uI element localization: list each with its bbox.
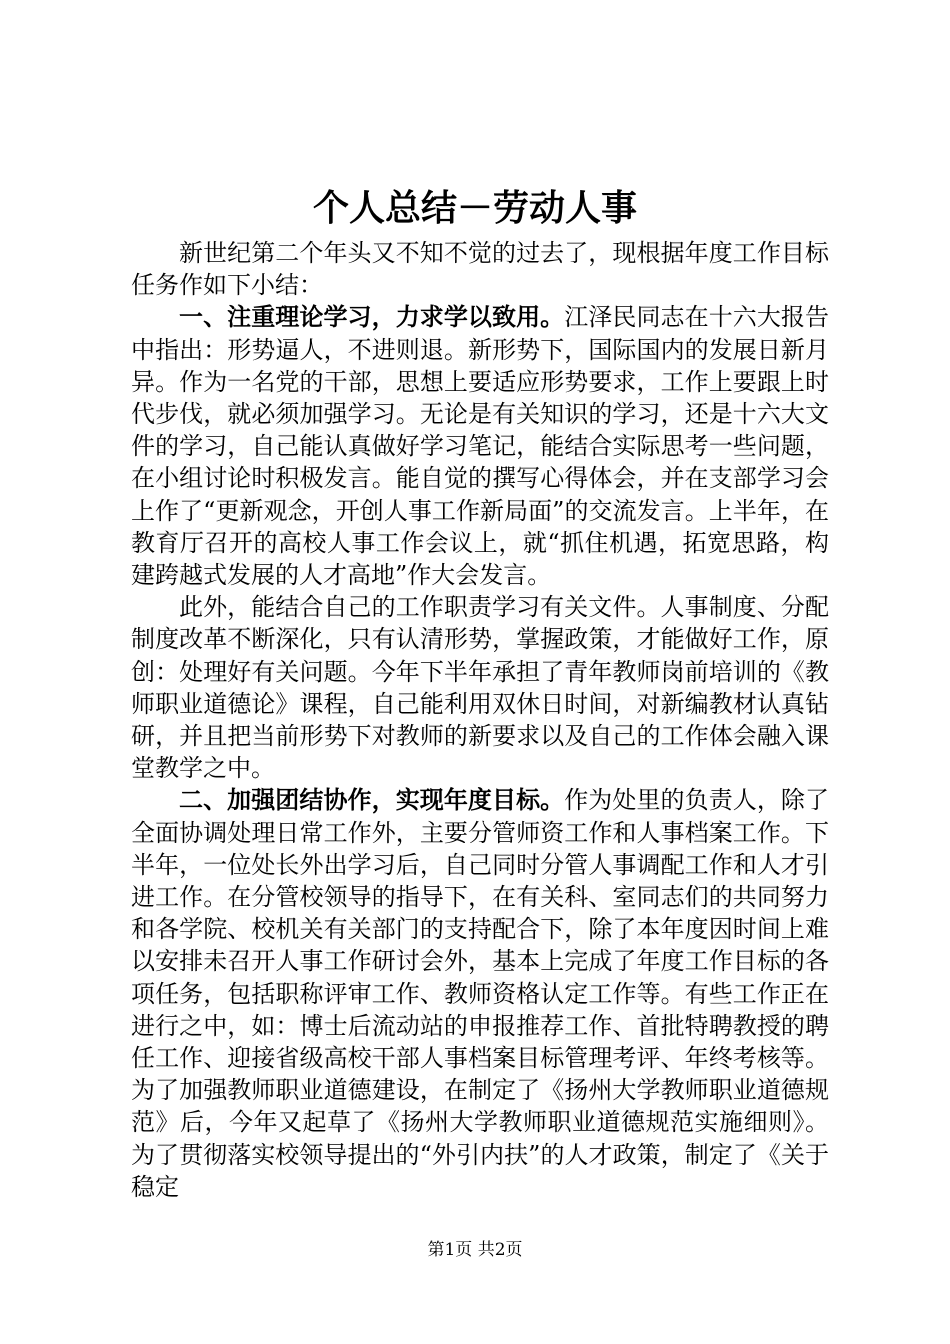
paragraph-text: 新世纪第二个年头又不知不觉的过去了，现根据年度工作目标任务作如下小结： [131,239,829,300]
document-title: 个人总结－劳动人事 [312,187,637,229]
section-heading: 一、注重理论学习，力求学以致用。 [179,302,565,332]
paragraph-section-1-cont [131,591,829,784]
page-footer: 第1页 共2页 [427,1240,523,1260]
paragraph-section-2 [131,784,829,1203]
document-body [131,237,829,1203]
paragraph-text: 此外，能结合自己的工作职责学习有关文件。人事制度、分配制度改革不断深化，只有认清形势，掌握政策，才能做好工作，原创：处理好有关问题。今年下半年承担了青年教师岗前培训的《教师职业道德论》课程，自己能利用双休日时间，对新编教材认真钻研，并且把当前形势下对教师的新要求以及自己的工作体会融入课堂教学之中。 [131,593,829,783]
paragraph-text: 江泽民同志在十六大报告中指出：形势逼人，不进则退。新形势下，国际国内的发展日新月异。作为一名党的干部，思想上要适应形势要求，工作上要跟上时代步伐，就必须加强学习。无论是有关知识的学习，还是十六大文件的学习，自己能认真做好学习笔记，能结合实际思考一些问题，在小组讨论时积极发言。能自觉的撰写心得体会，并在支部学习会上作了“更新观念，开创人事工作新局面”的交流发言。上半年，在教育厅召开的高校人事工作会议上，就“抓住机遇，拓宽思路，构建跨越式发展的人才高地”作大会发言。 [131,303,830,590]
paragraph-intro [131,237,829,301]
paragraph-text: 作为处里的负责人，除了全面协调处理日常工作外，主要分管师资工作和人事档案工作。下半年，一位处长外出学习后，自己同时分管人事调配工作和人才引进工作。在分管校领导的指导下，在有关科、室同志们的共同努力和各学院、校机关有关部门的支持配合下，除了本年度因时间上难以安排未召开人事工作研讨会外，基本上完成了年度工作目标的各项任务，包括职称评审工作、教师资格认定工作等。有些工作正在进行之中，如：博士后流动站的申报推荐工作、首批特聘教授的聘任工作、迎接省级高校干部人事档案目标管理考评、年终考核等。为了加强教师职业道德建设，在制定了《扬州大学教师职业道德规范》后，今年又起草了《扬州大学教师职业道德规范实施细则》。为了贯彻落实校领导提出的“外引内扶”的人才政策，制定了《关于稳定 [131,786,830,1201]
paragraph-section-1 [131,301,829,591]
section-heading: 二、加强团结协作，实现年度目标。 [179,785,565,815]
